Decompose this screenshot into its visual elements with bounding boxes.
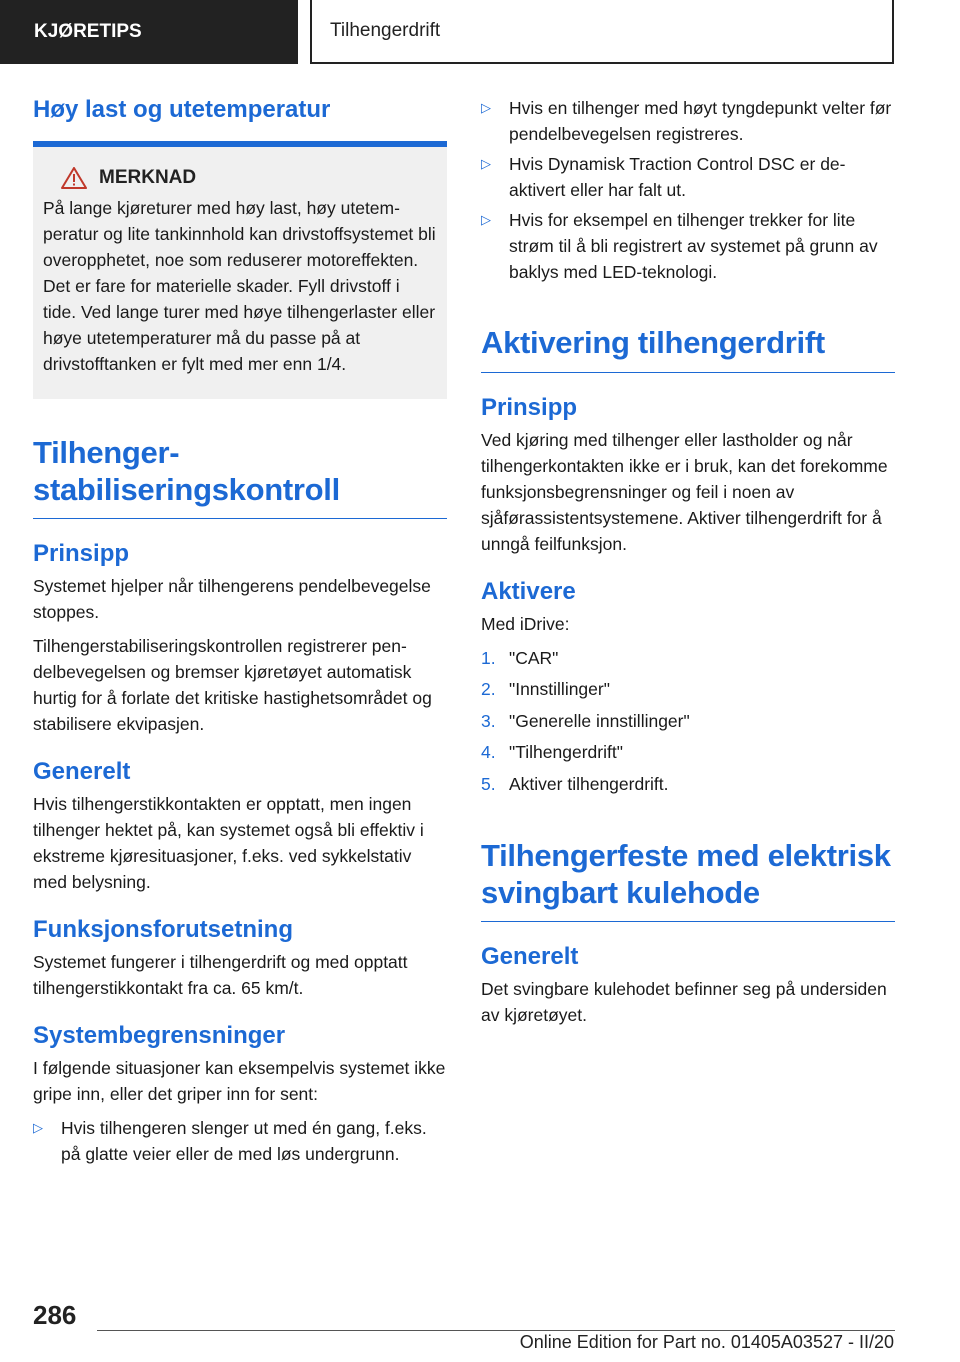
subheading-activate: Aktivere	[481, 577, 576, 605]
note-title	[61, 167, 437, 189]
subheading-general: Generelt	[481, 943, 579, 971]
note-text: På lange kjøreturer med høy last, høy utetemperatur og lite tankinnhold kan drivstoffsystemet bli overopphetet, noe som reduserer motoreffekten. Det er fare for materielle skader. Fyll drivstoff i tide. Ved lange turer med høye tilhengerlaster eller høye utetemperaturer må du passe på at drivstofftanken er fylt med mer enn 1/4.	[43, 198, 436, 374]
heading-hitch: Tilhengerfeste med elektrisk svingbart kulehode	[481, 838, 891, 910]
limits-paragraph: I følgende situasjoner kan eksempelvis systemet ikke gripe inn, eller det griper inn for sent:	[33, 1058, 446, 1105]
step-number: 1.	[481, 647, 496, 668]
list-item-text: Hvis Dynamisk Traction Control DSC er deaktivert eller har falt ut.	[509, 154, 846, 200]
step-text: Aktiver tilhengerdrift.	[509, 773, 669, 794]
limits-bullet-list	[33, 1115, 447, 1167]
subheading-system-limits: Systembegrensninger	[33, 1022, 286, 1050]
step-text: "Tilhengerdrift"	[509, 742, 623, 763]
step-number: 5.	[481, 773, 496, 794]
subheading-principle: Prinsipp	[33, 540, 130, 568]
list-item	[481, 151, 895, 203]
step-text: "CAR"	[509, 647, 559, 668]
list-item-text: Hvis for eksempel en tilhenger trekker for lite strøm til å bli registrert av systemet på grunn av baklys med LED-teknologi.	[509, 210, 878, 282]
principle-paragraph-1: Systemet hjelper når tilhengerens pendelbevegelse stoppes.	[33, 576, 431, 623]
left-column	[33, 95, 447, 1171]
warning-triangle-icon	[61, 167, 87, 189]
header-chapter-label: Tilhengerdrift	[330, 20, 441, 41]
list-item-text: Hvis tilhengeren slenger ut med én gang, f.eks. på glatte veier eller de med løs undergrunn.	[61, 1118, 427, 1165]
note-title-text: MERKNAD	[99, 167, 197, 188]
step-text: "Generelle innstillinger"	[509, 710, 690, 731]
list-item	[33, 1115, 447, 1167]
list-item	[481, 207, 895, 285]
principle-paragraph-2: Tilhengerstabiliseringskontrollen registrerer pendelbevegelsen og bremser kjøretøyet automatisk hurtig for å forlate det kritiske hastighetsområdet og stabilisere ekvipasjen.	[33, 636, 432, 735]
heading-activation: Aktivering tilhengerdrift	[481, 325, 825, 360]
footer-edition: Online Edition for Part no. 01405A03527 - II/20	[519, 1332, 894, 1352]
header-section-tab	[0, 0, 298, 64]
header-chapter-tab	[310, 0, 894, 64]
step-number: 2.	[481, 679, 496, 700]
activation-steps	[481, 645, 895, 797]
step-number: 3.	[481, 710, 496, 731]
list-item-text: Hvis en tilhenger med høyt tyngdepunkt velter før pendelbevegelsen registreres.	[509, 98, 892, 144]
activate-intro: Med iDrive:	[481, 613, 570, 634]
list-item	[481, 95, 895, 147]
subheading-function-requirement: Funksjonsforutsetning	[33, 916, 293, 944]
principle-paragraph: Ved kjøring med tilhenger eller lastholder og når tilhengerkontakten ikke er i bruk, kan det forekomme funksjonsbegrensninger og feil i noen av sjåførassistentsystemene. Aktiver tilhengerdrift for å unngå feilfunksjon.	[481, 429, 888, 554]
footer-rule	[97, 1330, 895, 1331]
list-item	[481, 645, 895, 671]
bullet-triangle-icon: ▷	[33, 1120, 43, 1136]
step-text: "Innstillinger"	[509, 679, 610, 700]
list-item	[481, 676, 895, 702]
right-column	[481, 95, 895, 1028]
bullet-triangle-icon: ▷	[481, 100, 491, 115]
general-paragraph: Hvis tilhengerstikkontakten er opptatt, men ingen tilhenger hektet på, kan systemet også bli effektiv i ekstreme kjøresituasjoner, f.eks. ved sykkelstativ med belysning.	[33, 794, 424, 893]
function-paragraph: Systemet fungerer i tilhengerdrift og med opptatt tilhengerstikkontakt fra ca. 65 km/t.	[33, 952, 408, 999]
subheading-general: Generelt	[33, 758, 131, 786]
list-item	[481, 739, 895, 765]
page-number: 286	[33, 1300, 77, 1330]
limits-bullet-list-continued	[481, 95, 895, 285]
heading-trailer-stability: Tilhengerstabiliseringskontroll	[33, 435, 340, 507]
note-box	[33, 147, 447, 399]
heading-high-load: Høy last og utetemperatur	[33, 96, 331, 123]
list-item	[481, 708, 895, 734]
general-paragraph: Det svingbare kulehodet befinner seg på undersiden av kjøretøyet.	[481, 979, 887, 1026]
step-number: 4.	[481, 742, 496, 763]
bullet-triangle-icon: ▷	[481, 156, 491, 171]
subheading-principle: Prinsipp	[481, 393, 578, 421]
bullet-triangle-icon: ▷	[481, 212, 491, 227]
list-item	[481, 771, 895, 797]
header-section-label: KJØRETIPS	[34, 21, 142, 42]
